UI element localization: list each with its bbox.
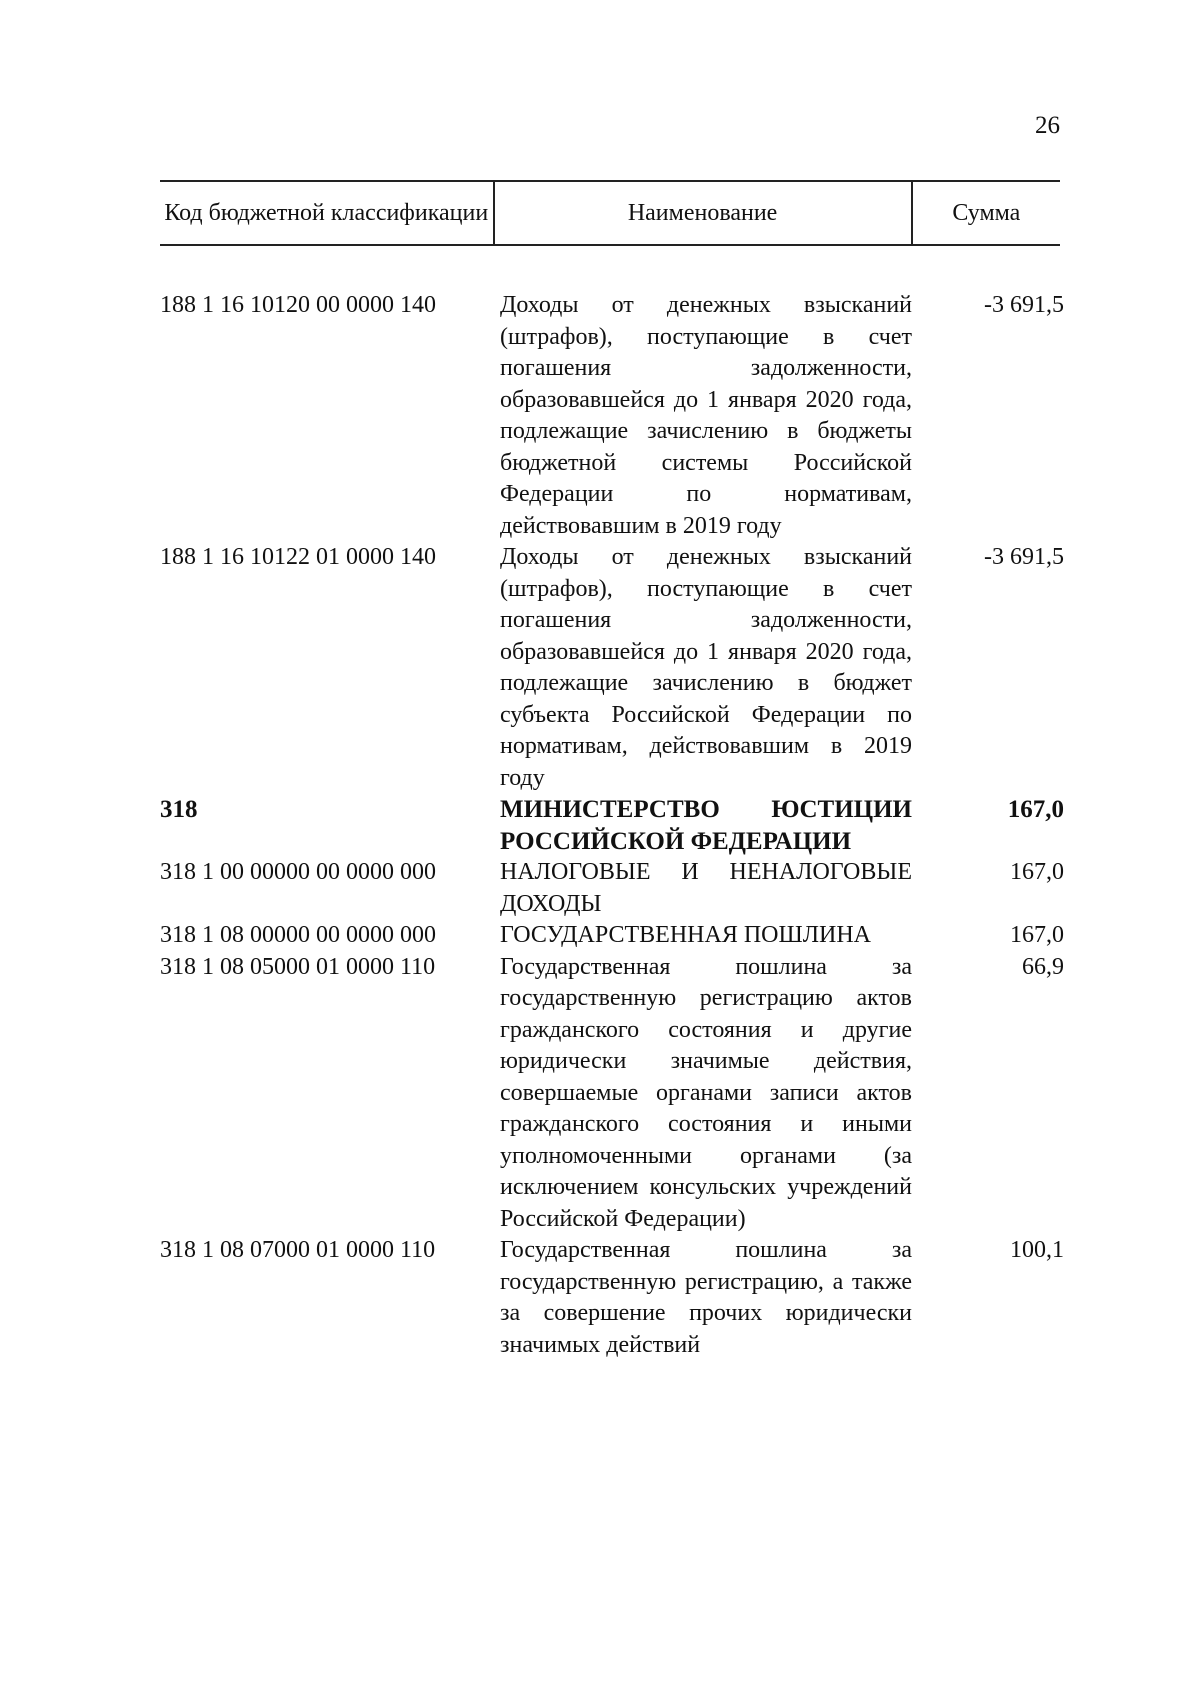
row-sum: 100,1 — [1010, 1237, 1064, 1263]
table-row — [160, 1235, 1070, 1361]
row-name: Государственная пошлина за государственную регистрацию, а также за совершение прочих юридически значимых действий — [500, 1237, 912, 1358]
table-header — [160, 180, 1060, 246]
row-sum: 66,9 — [1022, 953, 1064, 980]
row-code: 188 1 16 10122 01 0000 140 — [160, 544, 436, 570]
table-row — [160, 857, 1070, 920]
row-code: 318 1 08 05000 01 0000 110 — [160, 953, 436, 980]
row-name: Государственная пошлина за государственную регистрацию актов гражданского состояния и другие юридически значимые действия, совершаемые органами записи актов гражданского состояния и иными уполномоченными органами (за исключением консульских учреждений Российской Федерации) — [500, 953, 912, 1232]
row-code: 318 1 08 07000 01 0000 110 — [160, 1237, 436, 1263]
row-sum: 167,0 — [1010, 859, 1064, 885]
page-number: 26 — [1035, 112, 1060, 139]
row-name: МИНИСТЕРСТВО ЮСТИЦИИ РОССИЙСКОЙ ФЕДЕРАЦИИ — [500, 796, 912, 855]
table-row — [160, 920, 1070, 952]
row-code: 188 1 16 10120 00 0000 140 — [160, 292, 436, 318]
row-name: Доходы от денежных взысканий (штрафов), поступающие в счет погашения задолженности, образовавшейся до 1 января 2020 года, подлежащие зачислению в бюджеты бюджетной системы Российской Федерации по нормативам, действовавшим в 2019 году — [500, 292, 912, 539]
row-sum: 167,0 — [1010, 922, 1064, 948]
table-row — [160, 542, 1070, 794]
header-name: Наименование — [493, 182, 911, 244]
header-sum: Сумма — [911, 182, 1060, 244]
table-row — [160, 290, 1070, 542]
row-name: НАЛОГОВЫЕ И НЕНАЛОГОВЫЕ ДОХОДЫ — [500, 859, 912, 917]
row-sum: -3 691,5 — [984, 544, 1064, 570]
table-row — [160, 794, 1070, 857]
row-code: 318 1 00 00000 00 0000 000 — [160, 859, 436, 885]
table-row — [160, 952, 1070, 1236]
table-body — [160, 290, 1070, 1361]
row-code: 318 1 08 00000 00 0000 000 — [160, 922, 436, 948]
row-sum: 167,0 — [1007, 796, 1064, 823]
row-sum: -3 691,5 — [984, 292, 1064, 318]
header-code: Код бюджетной классификации — [164, 200, 489, 226]
row-code: 318 — [160, 796, 198, 823]
row-name: ГОСУДАРСТВЕННАЯ ПОШЛИНА — [500, 922, 871, 948]
row-name: Доходы от денежных взысканий (штрафов), поступающие в счет погашения задолженности, образовавшейся до 1 января 2020 года, подлежащие зачислению в бюджет субъекта Российской Федерации по нормативам, действовавшим в 2019 году — [500, 544, 912, 791]
